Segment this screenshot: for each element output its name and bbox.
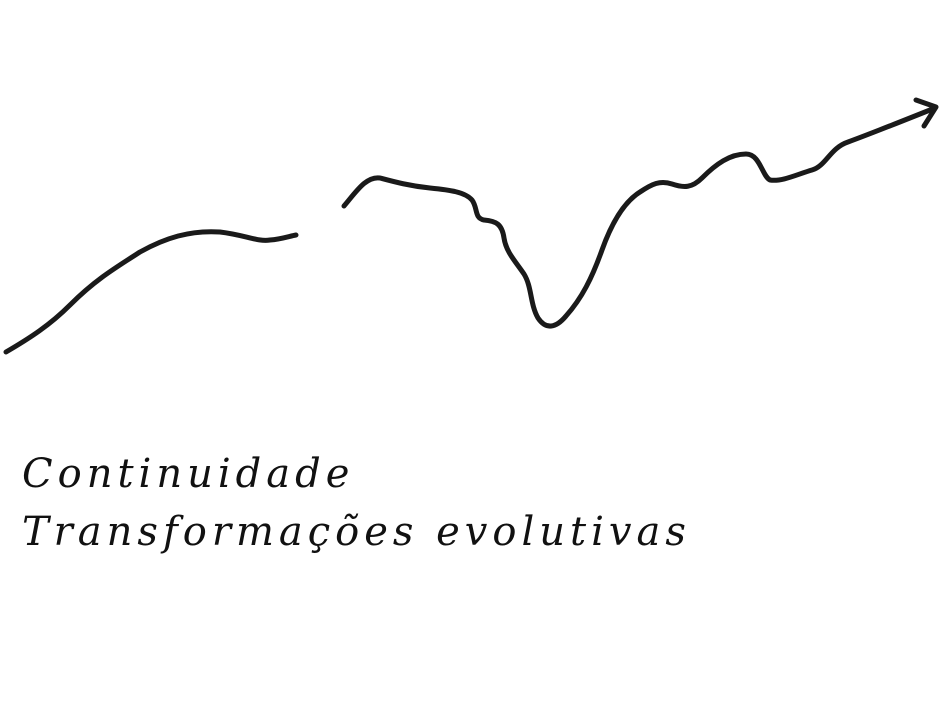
continuity-curve-segment-1 [6,232,296,352]
caption-evolutionary-transformations: Transformações evolutivas [22,509,691,555]
caption-continuity: Continuidade [22,451,355,497]
transformation-curve-segment-2 [344,108,935,326]
